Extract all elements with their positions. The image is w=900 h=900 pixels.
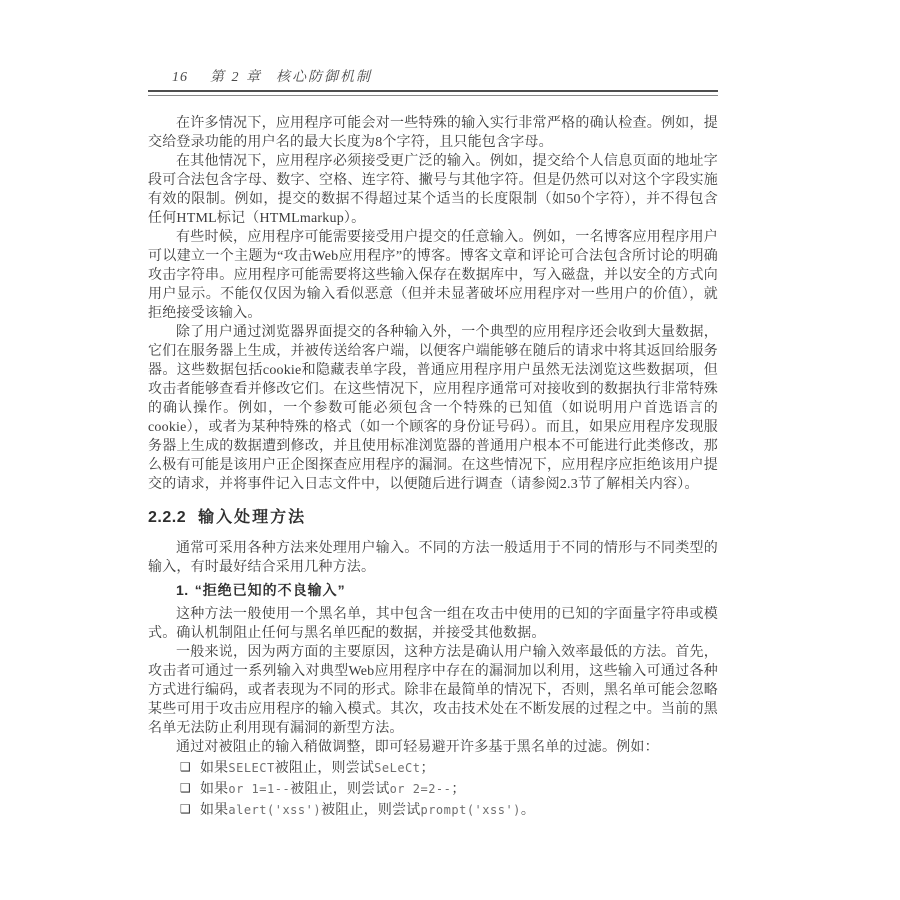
section-number: 2.2.2	[148, 509, 187, 526]
list-item-text: 如果	[199, 803, 229, 818]
list-item	[180, 758, 718, 779]
code-snippet: or 2=2--	[389, 782, 452, 796]
page-number: 16	[172, 70, 188, 85]
code-snippet: prompt('xss')	[420, 803, 521, 817]
chapter-label: 第 2 章	[210, 70, 262, 85]
square-bullet-icon: ❑	[180, 781, 191, 795]
blacklist-examples-list	[148, 758, 718, 821]
list-item-text: 。	[520, 803, 536, 818]
page-header	[148, 66, 718, 96]
code-snippet: SeLeCt	[374, 761, 421, 775]
paragraph: 在其他情况下，应用程序必须接受更广泛的输入。例如，提交给个人信息页面的地址字段可合法包含字母、数字、空格、连字符、撇号与其他字符。但是仍然可以对这个字段实施有效的限制。例如，提交的数据不得超过某个适当的长度限制（如50个字符），并不得包含任何HTML标记（HTMLmarkup）。	[148, 154, 718, 226]
list-item-text: 如果	[199, 782, 229, 797]
subsection-title: “拒绝已知的不良输入”	[194, 582, 346, 598]
paragraph: 除了用户通过浏览器界面提交的各种输入外，一个典型的应用程序还会收到大量数据，它们在服务器上生成，并被传送给客户端，以便客户端能够在随后的请求中将其返回给服务器。这些数据包括cookie和隐藏表单字段，普通应用程序用户虽然无法浏览这些数据项，但攻击者能够查看并修改它们。在这些情况下，应用程序通常可对接收到的数据执行非常特殊的确认操作。例如，一个参数可能必须包含一个特殊的已知值（如说明用户首选语言的cookie），或者为某种特殊的格式（如一个顾客的身份证号码）。而且，如果应用程序发现服务器上生成的数据遭到修改，并且使用标准浏览器的普通用户根本不可能进行此类修改，那么极有可能是该用户正企图探查应用程序的漏洞。在这些情况下，应用程序应拒绝该用户提交的请求，并将事件记入日志文件中，以便随后进行调查（请参阅2.3节了解相关内容）。	[148, 325, 718, 492]
list-item	[180, 779, 718, 800]
code-snippet: SELECT	[228, 761, 275, 775]
section-heading	[148, 507, 718, 529]
list-item-text: ；	[420, 761, 435, 776]
page-body	[148, 114, 718, 821]
header-double-rule	[148, 90, 718, 96]
paragraph: 通常可采用各种方法来处理用户输入。不同的方法一般适用于不同的情形与不同类型的输入，有时最好结合采用几种方法。	[148, 541, 718, 575]
list-item-text: 被阻止，则尝试	[290, 782, 390, 797]
list-item-text: 被阻止，则尝试	[321, 803, 421, 818]
square-bullet-icon: ❑	[180, 760, 191, 774]
list-item-text: 被阻止，则尝试	[274, 761, 375, 776]
paragraph: 这种方法一般使用一个黑名单，其中包含一组在攻击中使用的已知的字面量字符串或模式。确认机制阻止任何与黑名单匹配的数据，并接受其他数据。	[148, 607, 718, 641]
code-snippet: alert('xss')	[228, 803, 322, 817]
paragraph: 在许多情况下，应用程序可能会对一些特殊的输入实行非常严格的确认检查。例如，提交给登录功能的用户名的最大长度为8个字符，且只能包含字母。	[148, 116, 718, 150]
paragraph: 一般来说，因为两方面的主要原因，这种方法是确认用户输入效率最低的方法。首先，攻击者可通过一系列输入对典型Web应用程序中存在的漏洞加以利用，这些输入可通过各种方式进行编码，或者表现为不同的形式。除非在最简单的情况下，否则，黑名单可能会忽略某些可用于攻击应用程序的输入模式。其次，攻击技术处在不断发展的过程之中。当前的黑名单无法防止利用现有漏洞的新型方法。	[148, 645, 718, 736]
running-head	[148, 66, 718, 86]
chapter-title: 核心防御机制	[276, 70, 372, 85]
section-title: 输入处理方法	[198, 509, 307, 526]
subsection-heading	[148, 581, 718, 600]
square-bullet-icon: ❑	[180, 802, 191, 816]
list-item-text: ；	[451, 782, 466, 797]
paragraph: 有些时候，应用程序可能需要接受用户提交的任意输入。例如，一名博客应用程序用户可以建立一个主题为“攻击Web应用程序”的博客。博客文章和评论可合法包含所讨论的明确攻击字符串。应用程序可能需要将这些输入保存在数据库中，写入磁盘，并以安全的方式向用户显示。不能仅仅因为输入看似恶意（但并未显著破坏应用程序对一些用户的价值），就拒绝接受该输入。	[148, 230, 718, 321]
subsection-number: 1.	[176, 582, 189, 598]
paragraph: 通过对被阻止的输入稍做调整，即可轻易避开许多基于黑名单的过滤。例如：	[176, 740, 659, 755]
code-snippet: or 1=1--	[228, 782, 291, 796]
list-item-text: 如果	[199, 761, 229, 776]
list-item	[180, 800, 718, 821]
